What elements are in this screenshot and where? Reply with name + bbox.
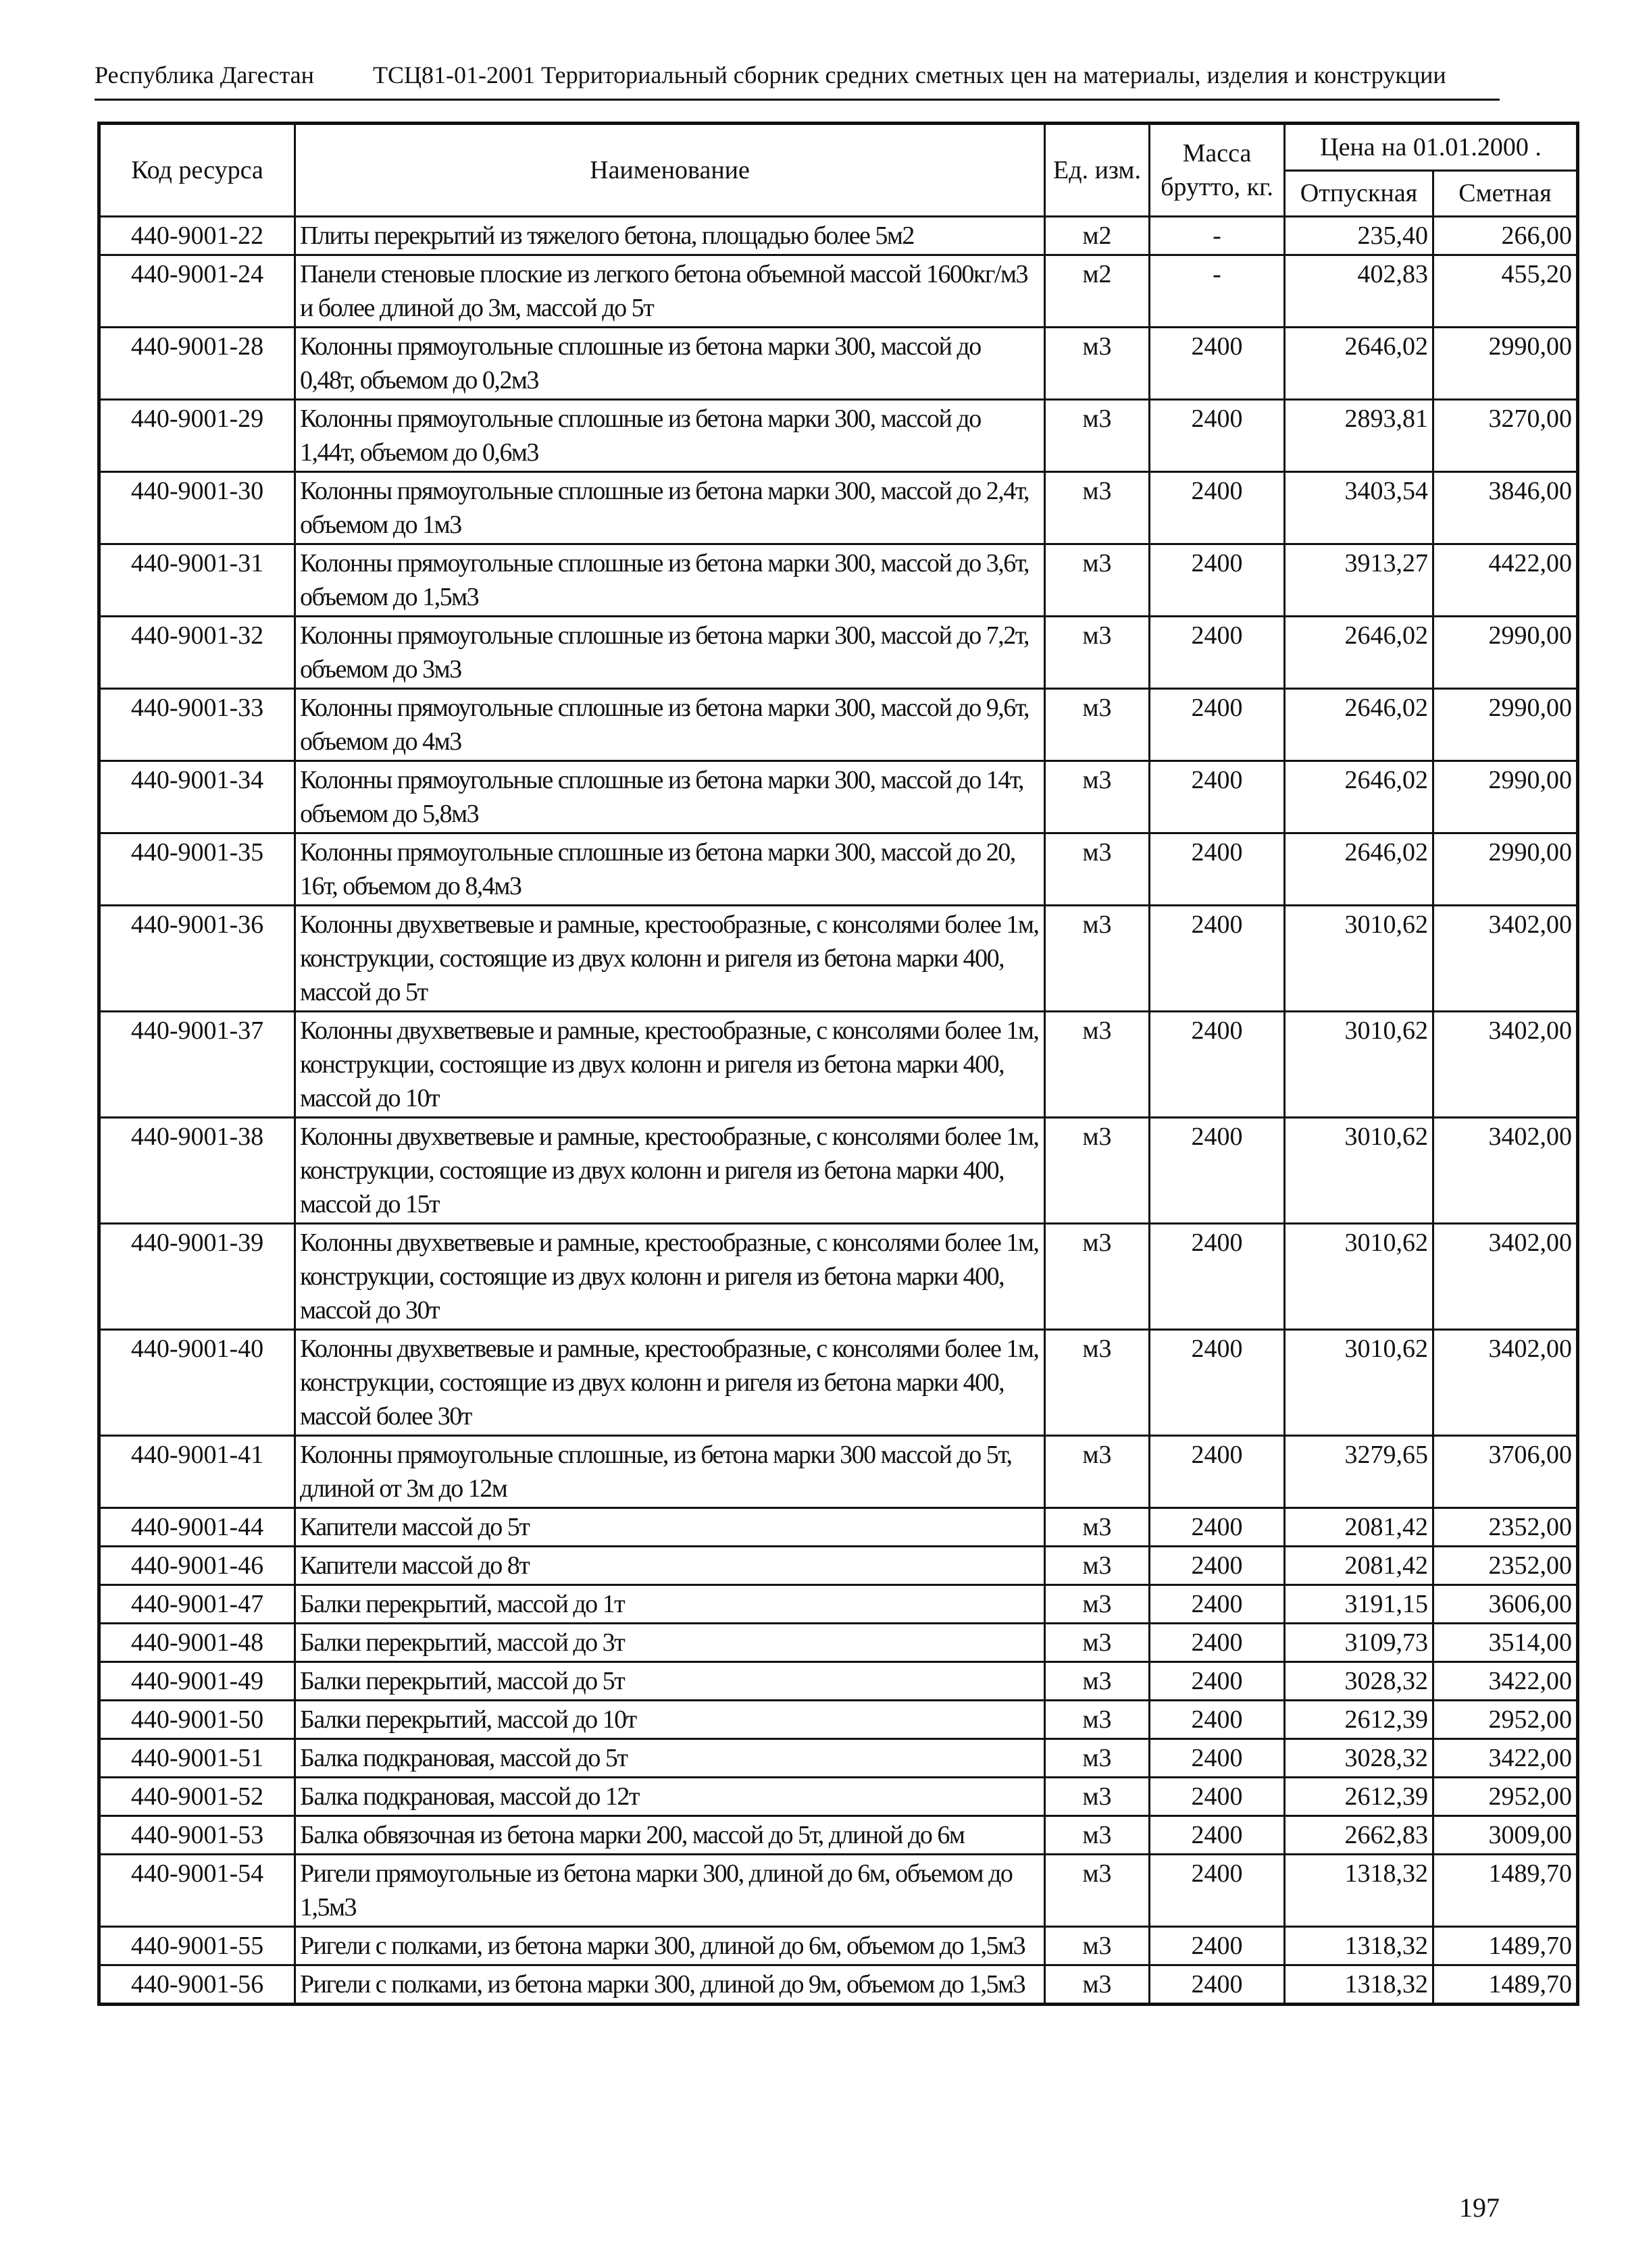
table-row — [99, 1330, 1578, 1436]
resource-code: 440-9001-55 — [99, 1927, 295, 1965]
resource-name: Колонны прямоугольные сплошные из бетона марки 300, массой до 1,44т, объемом до 0,6м3 — [295, 400, 1045, 472]
estimate-price: 4422,00 — [1433, 544, 1578, 617]
release-price: 2662,83 — [1285, 1816, 1433, 1855]
release-price: 3191,15 — [1285, 1585, 1433, 1624]
page-header — [95, 53, 1500, 100]
unit: м3 — [1045, 1739, 1150, 1778]
resource-code: 440-9001-22 — [99, 217, 295, 255]
resource-code: 440-9001-33 — [99, 689, 295, 761]
resource-name: Балки перекрытий, массой до 3т — [295, 1624, 1045, 1662]
unit: м3 — [1045, 1624, 1150, 1662]
release-price: 402,83 — [1285, 255, 1433, 328]
gross-mass: 2400 — [1150, 1624, 1285, 1662]
release-price: 2893,81 — [1285, 400, 1433, 472]
gross-mass: 2400 — [1150, 617, 1285, 689]
table-row — [99, 833, 1578, 906]
estimate-price: 2990,00 — [1433, 833, 1578, 906]
gross-mass: 2400 — [1150, 400, 1285, 472]
unit: м2 — [1045, 217, 1150, 255]
estimate-price: 2952,00 — [1433, 1701, 1578, 1739]
unit: м3 — [1045, 1855, 1150, 1927]
resource-name: Ригели с полками, из бетона марки 300, длиной до 9м, объемом до 1,5м3 — [295, 1965, 1045, 2005]
header-estimate-price: Сметная — [1433, 170, 1578, 216]
resource-code: 440-9001-44 — [99, 1508, 295, 1547]
release-price: 3403,54 — [1285, 472, 1433, 544]
release-price: 235,40 — [1285, 217, 1433, 255]
unit: м3 — [1045, 400, 1150, 472]
gross-mass: 2400 — [1150, 472, 1285, 544]
release-price: 1318,32 — [1285, 1965, 1433, 2005]
table-row — [99, 1778, 1578, 1816]
unit: м3 — [1045, 1778, 1150, 1816]
gross-mass: 2400 — [1150, 1662, 1285, 1701]
unit: м3 — [1045, 1508, 1150, 1547]
release-price: 3028,32 — [1285, 1739, 1433, 1778]
table-body — [99, 217, 1578, 2005]
header-name: Наименование — [295, 124, 1045, 217]
estimate-price: 1489,70 — [1433, 1965, 1578, 2005]
gross-mass: 2400 — [1150, 1508, 1285, 1547]
resource-code: 440-9001-34 — [99, 761, 295, 833]
unit: м3 — [1045, 1927, 1150, 1965]
resource-name: Колонны двухветвевые и рамные, крестообразные, с консолями более 1м, конструкции, состоящие из двух колонн и ригеля из бетона марки 400, массой до 30т — [295, 1224, 1045, 1330]
table-row — [99, 1927, 1578, 1965]
estimate-price: 3402,00 — [1433, 1330, 1578, 1436]
resource-code: 440-9001-36 — [99, 906, 295, 1012]
gross-mass: 2400 — [1150, 1701, 1285, 1739]
table-row — [99, 761, 1578, 833]
table-row — [99, 544, 1578, 617]
resource-code: 440-9001-56 — [99, 1965, 295, 2005]
gross-mass: 2400 — [1150, 1927, 1285, 1965]
gross-mass: 2400 — [1150, 1547, 1285, 1585]
resource-name: Колонны прямоугольные сплошные из бетона марки 300, массой до 3,6т, объемом до 1,5м3 — [295, 544, 1045, 617]
estimate-price: 3422,00 — [1433, 1662, 1578, 1701]
estimate-price: 3402,00 — [1433, 1224, 1578, 1330]
resource-code: 440-9001-51 — [99, 1739, 295, 1778]
unit: м3 — [1045, 1330, 1150, 1436]
estimate-price: 3402,00 — [1433, 1118, 1578, 1224]
gross-mass: 2400 — [1150, 761, 1285, 833]
unit: м3 — [1045, 906, 1150, 1012]
estimate-price: 3514,00 — [1433, 1624, 1578, 1662]
estimate-price: 266,00 — [1433, 217, 1578, 255]
resource-code: 440-9001-50 — [99, 1701, 295, 1739]
resource-code: 440-9001-47 — [99, 1585, 295, 1624]
gross-mass: 2400 — [1150, 689, 1285, 761]
resource-name: Балка подкрановая, массой до 12т — [295, 1778, 1045, 1816]
estimate-price: 2952,00 — [1433, 1778, 1578, 1816]
unit: м3 — [1045, 761, 1150, 833]
table-row — [99, 255, 1578, 328]
table-row — [99, 1701, 1578, 1739]
table-row — [99, 1816, 1578, 1855]
gross-mass: 2400 — [1150, 906, 1285, 1012]
gross-mass: 2400 — [1150, 1778, 1285, 1816]
release-price: 2646,02 — [1285, 761, 1433, 833]
resource-code: 440-9001-48 — [99, 1624, 295, 1662]
resource-name: Ригели прямоугольные из бетона марки 300, длиной до 6м, объемом до 1,5м3 — [295, 1855, 1045, 1927]
resource-code: 440-9001-53 — [99, 1816, 295, 1855]
estimate-price: 3009,00 — [1433, 1816, 1578, 1855]
resource-name: Колонны прямоугольные сплошные из бетона марки 300, массой до 14т, объемом до 5,8м3 — [295, 761, 1045, 833]
estimate-price: 3402,00 — [1433, 1012, 1578, 1118]
unit: м3 — [1045, 1436, 1150, 1508]
table-row — [99, 217, 1578, 255]
table-row — [99, 1624, 1578, 1662]
release-price: 3010,62 — [1285, 1012, 1433, 1118]
resource-name: Колонны прямоугольные сплошные из бетона марки 300, массой до 0,48т, объемом до 0,2м3 — [295, 328, 1045, 400]
resource-code: 440-9001-40 — [99, 1330, 295, 1436]
unit: м3 — [1045, 472, 1150, 544]
estimate-price: 3422,00 — [1433, 1739, 1578, 1778]
unit: м3 — [1045, 617, 1150, 689]
resource-code: 440-9001-37 — [99, 1012, 295, 1118]
gross-mass: 2400 — [1150, 1012, 1285, 1118]
estimate-price: 2990,00 — [1433, 761, 1578, 833]
resource-code: 440-9001-32 — [99, 617, 295, 689]
resource-name: Колонны прямоугольные сплошные из бетона марки 300, массой до 7,2т, объемом до 3м3 — [295, 617, 1045, 689]
release-price: 3109,73 — [1285, 1624, 1433, 1662]
resource-code: 440-9001-52 — [99, 1778, 295, 1816]
region-name: Республика Дагестан — [95, 61, 314, 88]
table-row — [99, 906, 1578, 1012]
estimate-price: 1489,70 — [1433, 1927, 1578, 1965]
gross-mass: 2400 — [1150, 1739, 1285, 1778]
estimate-price: 1489,70 — [1433, 1855, 1578, 1927]
unit: м3 — [1045, 1701, 1150, 1739]
resource-name: Балки перекрытий, массой до 5т — [295, 1662, 1045, 1701]
release-price: 3010,62 — [1285, 1224, 1433, 1330]
release-price: 2612,39 — [1285, 1701, 1433, 1739]
gross-mass: 2400 — [1150, 1330, 1285, 1436]
resource-code: 440-9001-39 — [99, 1224, 295, 1330]
header-release-price: Отпускная — [1285, 170, 1433, 216]
header-unit: Ед. изм. — [1045, 124, 1150, 217]
gross-mass: 2400 — [1150, 1118, 1285, 1224]
estimate-price: 2990,00 — [1433, 328, 1578, 400]
table-row — [99, 400, 1578, 472]
estimate-price: 3402,00 — [1433, 906, 1578, 1012]
release-price: 2646,02 — [1285, 617, 1433, 689]
gross-mass: 2400 — [1150, 833, 1285, 906]
resource-code: 440-9001-29 — [99, 400, 295, 472]
resource-name: Капители массой до 8т — [295, 1547, 1045, 1585]
table-row — [99, 1547, 1578, 1585]
resource-name: Балка подкрановая, массой до 5т — [295, 1739, 1045, 1778]
unit: м2 — [1045, 255, 1150, 328]
table-row — [99, 617, 1578, 689]
resource-name: Колонны двухветвевые и рамные, крестообразные, с консолями более 1м, конструкции, состоящие из двух колонн и ригеля из бетона марки 400, массой до 15т — [295, 1118, 1045, 1224]
resource-name: Колонны прямоугольные сплошные из бетона марки 300, массой до 9,6т, объемом до 4м3 — [295, 689, 1045, 761]
resource-name: Колонны двухветвевые и рамные, крестообразные, с консолями более 1м, конструкции, состоящие из двух колонн и ригеля из бетона марки 400, массой до 10т — [295, 1012, 1045, 1118]
gross-mass: 2400 — [1150, 544, 1285, 617]
release-price: 2612,39 — [1285, 1778, 1433, 1816]
table-row — [99, 1739, 1578, 1778]
table-row — [99, 472, 1578, 544]
gross-mass: 2400 — [1150, 1816, 1285, 1855]
unit: м3 — [1045, 1816, 1150, 1855]
estimate-price: 2990,00 — [1433, 689, 1578, 761]
header-rule — [95, 99, 1500, 101]
estimate-price: 3846,00 — [1433, 472, 1578, 544]
unit: м3 — [1045, 1012, 1150, 1118]
unit: м3 — [1045, 544, 1150, 617]
estimate-price: 2352,00 — [1433, 1508, 1578, 1547]
resource-name: Плиты перекрытий из тяжелого бетона, площадью более 5м2 — [295, 217, 1045, 255]
table-row — [99, 1436, 1578, 1508]
table-row — [99, 1012, 1578, 1118]
release-price: 3028,32 — [1285, 1662, 1433, 1701]
release-price: 3913,27 — [1285, 544, 1433, 617]
gross-mass: 2400 — [1150, 1855, 1285, 1927]
estimate-price: 2352,00 — [1433, 1547, 1578, 1585]
resource-code: 440-9001-49 — [99, 1662, 295, 1701]
resource-name: Колонны двухветвевые и рамные, крестообразные, с консолями более 1м, конструкции, состоящие из двух колонн и ригеля из бетона марки 400, массой более 30т — [295, 1330, 1045, 1436]
unit: м3 — [1045, 1224, 1150, 1330]
release-price: 2646,02 — [1285, 328, 1433, 400]
price-table — [97, 122, 1579, 2006]
release-price: 2646,02 — [1285, 689, 1433, 761]
table-row — [99, 1118, 1578, 1224]
table-row — [99, 1224, 1578, 1330]
unit: м3 — [1045, 328, 1150, 400]
release-price: 2646,02 — [1285, 833, 1433, 906]
resource-code: 440-9001-35 — [99, 833, 295, 906]
unit: м3 — [1045, 1965, 1150, 2005]
resource-code: 440-9001-28 — [99, 328, 295, 400]
unit: м3 — [1045, 833, 1150, 906]
resource-code: 440-9001-38 — [99, 1118, 295, 1224]
gross-mass: - — [1150, 255, 1285, 328]
resource-code: 440-9001-54 — [99, 1855, 295, 1927]
resource-code: 440-9001-30 — [99, 472, 295, 544]
unit: м3 — [1045, 1547, 1150, 1585]
release-price: 2081,42 — [1285, 1547, 1433, 1585]
release-price: 3010,62 — [1285, 1118, 1433, 1224]
resource-name: Ригели с полками, из бетона марки 300, длиной до 6м, объемом до 1,5м3 — [295, 1927, 1045, 1965]
estimate-price: 2990,00 — [1433, 617, 1578, 689]
resource-code: 440-9001-31 — [99, 544, 295, 617]
resource-name: Колонны прямоугольные сплошные, из бетона марки 300 массой до 5т, длиной от 3м до 12м — [295, 1436, 1045, 1508]
resource-name: Балки перекрытий, массой до 10т — [295, 1701, 1045, 1739]
estimate-price: 3270,00 — [1433, 400, 1578, 472]
unit: м3 — [1045, 1662, 1150, 1701]
release-price: 1318,32 — [1285, 1855, 1433, 1927]
release-price: 1318,32 — [1285, 1927, 1433, 1965]
resource-name: Колонны прямоугольные сплошные из бетона марки 300, массой до 20, 16т, объемом до 8,4м3 — [295, 833, 1045, 906]
release-price: 3010,62 — [1285, 1330, 1433, 1436]
release-price: 2081,42 — [1285, 1508, 1433, 1547]
release-price: 3010,62 — [1285, 906, 1433, 1012]
table-row — [99, 1585, 1578, 1624]
resource-code: 440-9001-24 — [99, 255, 295, 328]
estimate-price: 3606,00 — [1433, 1585, 1578, 1624]
unit: м3 — [1045, 1118, 1150, 1224]
table-row — [99, 1855, 1578, 1927]
resource-name: Колонны двухветвевые и рамные, крестообразные, с консолями более 1м, конструкции, состоящие из двух колонн и ригеля из бетона марки 400, массой до 5т — [295, 906, 1045, 1012]
header-price: Цена на 01.01.2000 . — [1285, 124, 1578, 171]
table-row — [99, 689, 1578, 761]
table-row — [99, 328, 1578, 400]
page-number: 197 — [1459, 2192, 1500, 2223]
resource-name: Балка обвязочная из бетона марки 200, массой до 5т, длиной до 6м — [295, 1816, 1045, 1855]
resource-name: Колонны прямоугольные сплошные из бетона марки 300, массой до 2,4т, объемом до 1м3 — [295, 472, 1045, 544]
table-row — [99, 1965, 1578, 2005]
estimate-price: 455,20 — [1433, 255, 1578, 328]
release-price: 3279,65 — [1285, 1436, 1433, 1508]
header-code: Код ресурса — [99, 124, 295, 217]
table-row — [99, 1508, 1578, 1547]
unit: м3 — [1045, 689, 1150, 761]
gross-mass: 2400 — [1150, 1436, 1285, 1508]
resource-name: Капители массой до 5т — [295, 1508, 1045, 1547]
resource-name: Панели стеновые плоские из легкого бетона объемной массой 1600кг/м3 и более длиной до 3м, массой до 5т — [295, 255, 1045, 328]
resource-code: 440-9001-46 — [99, 1547, 295, 1585]
estimate-price: 3706,00 — [1433, 1436, 1578, 1508]
resource-name: Балки перекрытий, массой до 1т — [295, 1585, 1045, 1624]
header-mass: Масса брутто, кг. — [1150, 124, 1285, 217]
gross-mass: 2400 — [1150, 1585, 1285, 1624]
gross-mass: 2400 — [1150, 328, 1285, 400]
gross-mass: - — [1150, 217, 1285, 255]
gross-mass: 2400 — [1150, 1224, 1285, 1330]
resource-code: 440-9001-41 — [99, 1436, 295, 1508]
collection-title: ТСЦ81-01-2001 Территориальный сборник средних сметных цен на материалы, изделия и конструкции — [373, 61, 1446, 88]
gross-mass: 2400 — [1150, 1965, 1285, 2005]
table-row — [99, 1662, 1578, 1701]
unit: м3 — [1045, 1585, 1150, 1624]
